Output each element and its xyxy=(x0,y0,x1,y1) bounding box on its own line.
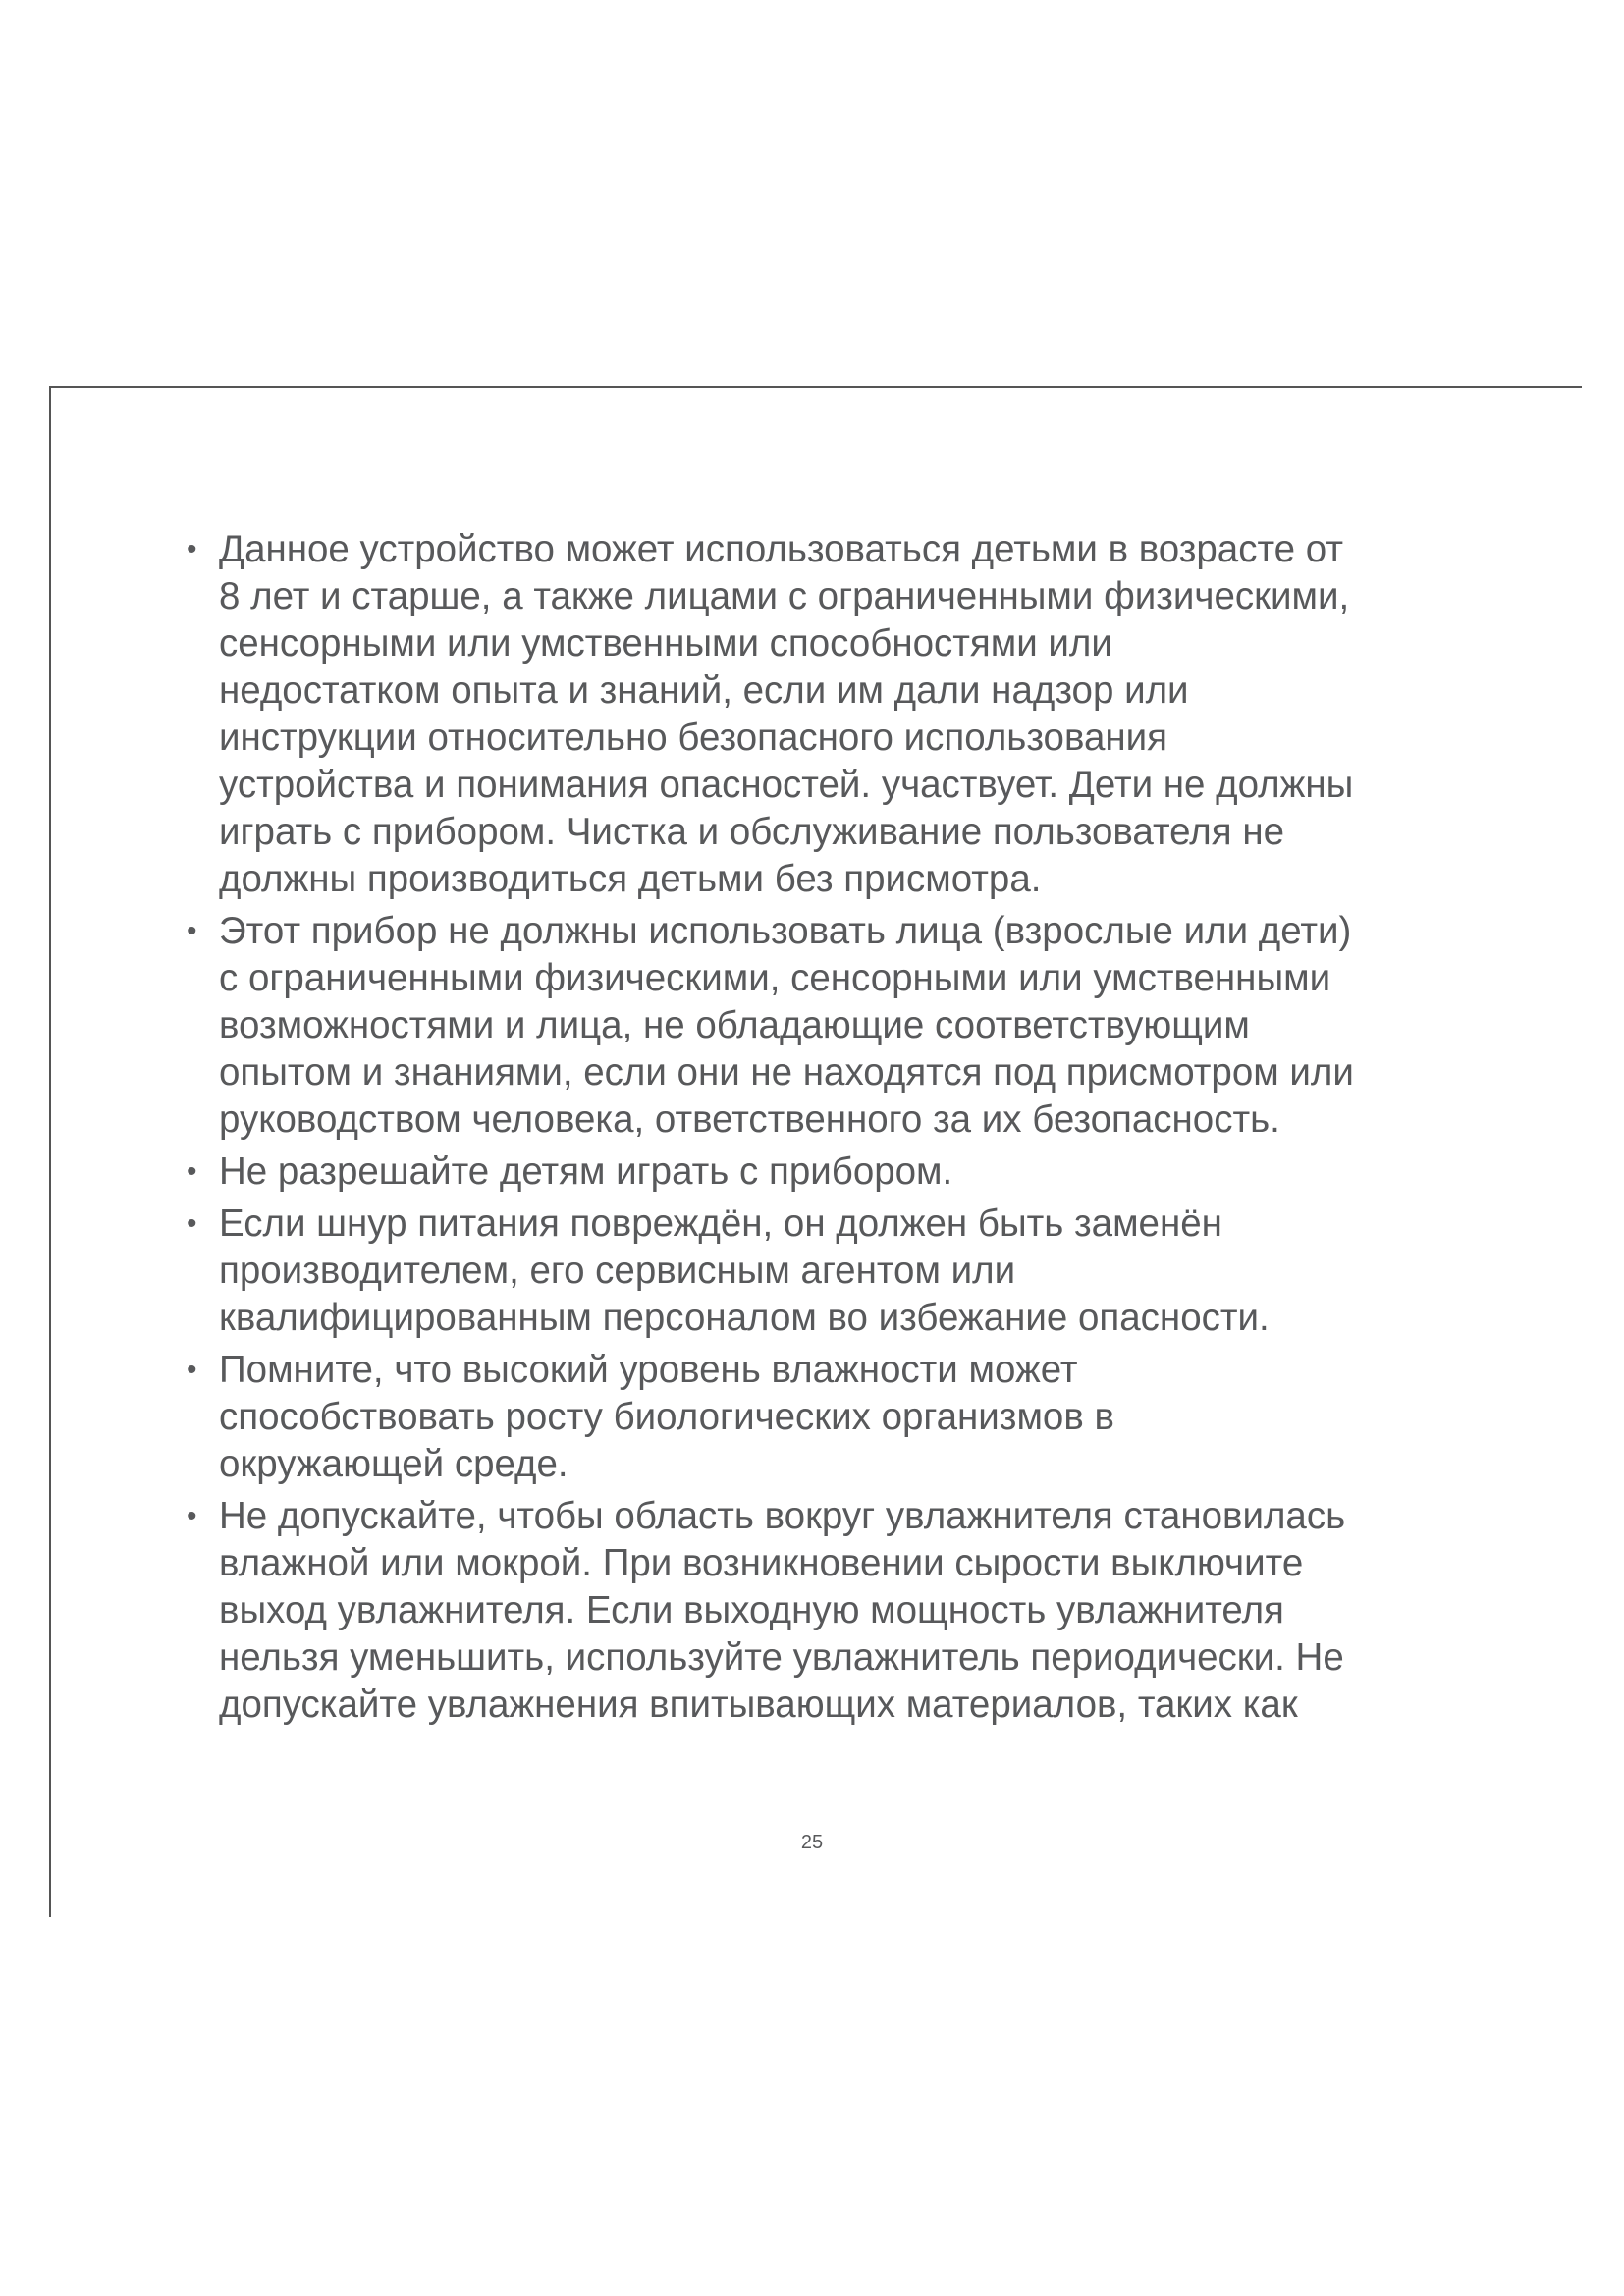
list-item xyxy=(187,1201,1492,1342)
bullet-icon: • xyxy=(187,915,197,947)
text-line: возможностями и лица, не обладающие соответствующим xyxy=(219,1004,1250,1046)
text-line: Этот прибор не должны использовать лица (взрослые или дети) xyxy=(219,910,1352,952)
text-line: Не разрешайте детям играть с прибором. xyxy=(219,1150,953,1193)
list-item xyxy=(187,1347,1492,1488)
text-line: устройства и понимания опасностей. участвует. Дети не должны xyxy=(219,764,1354,806)
list-item xyxy=(187,1148,1492,1196)
text-line: Если шнур питания повреждён, он должен быть заменён xyxy=(219,1202,1222,1245)
bullet-icon: • xyxy=(187,1207,197,1240)
text-line: квалифицированным персоналом во избежание опасности. xyxy=(219,1297,1270,1339)
bullet-icon: • xyxy=(187,1500,197,1532)
list-item xyxy=(187,908,1492,1144)
safety-instructions xyxy=(187,526,1492,1734)
text-line: Данное устройство может использоваться детьми в возрасте от xyxy=(219,528,1343,570)
text-line: должны производиться детьми без присмотра. xyxy=(219,858,1042,900)
text-line: окружающей среде. xyxy=(219,1443,568,1485)
text-line: выход увлажнителя. Если выходную мощность увлажнителя xyxy=(219,1589,1284,1631)
text-line: способствовать росту биологических организмов в xyxy=(219,1396,1114,1438)
bullet-list xyxy=(187,526,1492,1729)
bullet-icon: • xyxy=(187,533,197,565)
frame-top-rule xyxy=(49,386,1582,388)
text-line: влажной или мокрой. При возникновении сырости выключите xyxy=(219,1542,1304,1584)
text-line: недостатком опыта и знаний, если им дали надзор или xyxy=(219,669,1189,712)
list-item xyxy=(187,526,1492,903)
text-line: 8 лет и старше, а также лицами с ограниченными физическими, xyxy=(219,575,1350,617)
text-line: сенсорными или умственными способностями или xyxy=(219,622,1112,665)
frame-left-rule xyxy=(49,386,51,1917)
text-line: руководством человека, ответственного за их безопасность. xyxy=(219,1098,1280,1141)
page-number: 25 xyxy=(800,1832,824,1853)
text-line: нельзя уменьшить, используйте увлажнитель периодически. Не xyxy=(219,1636,1344,1679)
text-line: Помните, что высокий уровень влажности может xyxy=(219,1349,1078,1391)
text-line: допускайте увлажнения впитывающих материалов, таких как xyxy=(219,1683,1298,1726)
bullet-icon: • xyxy=(187,1354,197,1386)
list-item xyxy=(187,1493,1492,1729)
bullet-icon: • xyxy=(187,1155,197,1188)
text-line: опытом и знаниями, если они не находятся под присмотром или xyxy=(219,1051,1354,1094)
text-line: играть с прибором. Чистка и обслуживание пользователя не xyxy=(219,811,1284,853)
text-line: Не допускайте, чтобы область вокруг увлажнителя становилась xyxy=(219,1495,1346,1537)
text-line: инструкции относительно безопасного использования xyxy=(219,717,1168,759)
text-line: с ограниченными физическими, сенсорными или умственными xyxy=(219,957,1331,999)
text-line: производителем, его сервисным агентом или xyxy=(219,1250,1016,1292)
